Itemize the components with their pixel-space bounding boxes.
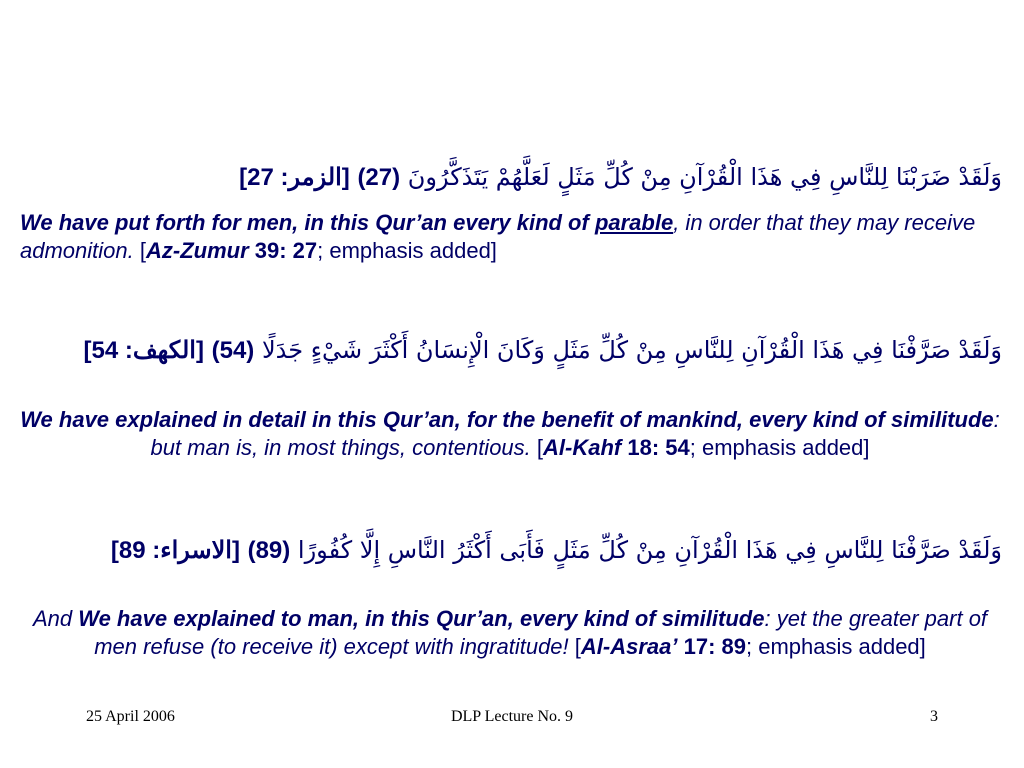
verse-2-translation-main: We have explained in detail in this Qur’an, for the benefit of mankind, every kind of similitude xyxy=(20,407,994,432)
verse-3-arabic-text: وَلَقَدْ صَرَّفْنَا لِلنَّاسِ فِي هَذَا الْقُرْآنِ مِنْ كُلِّ مَثَلٍ فَأَبَى أَكْثَرُ النَّاسِ إِلَّا كُفُورًا xyxy=(297,536,1002,564)
footer-title: DLP Lecture No. 9 xyxy=(450,708,574,725)
verse-1-arabic-ref: [الزمر: 27] xyxy=(239,164,350,191)
verse-2-ref-numbers: 18: 54 xyxy=(621,435,690,460)
verse-2-translation-rest: : but man is, in most things, contentious. xyxy=(150,407,1000,460)
footer-page-number: 3 xyxy=(930,708,938,725)
verse-1-translation-main: We have put forth for men, in this Qur’an every kind of xyxy=(20,210,595,235)
verse-2-arabic xyxy=(20,330,1002,371)
verse-1-translation xyxy=(20,209,1000,265)
verse-1-arabic-text: وَلَقَدْ ضَرَبْنَا لِلنَّاسِ فِي هَذَا الْقُرْآنِ مِنْ كُلِّ مَثَلٍ لَعَلَّهُمْ يَتَذَكَّرُونَ xyxy=(407,163,1002,191)
verse-3-and: And xyxy=(32,606,79,631)
verse-2-emphasis-note: ; emphasis added] xyxy=(689,435,870,460)
verse-1-arabic xyxy=(20,160,1002,195)
verse-1-emphasis-note: ; emphasis added] xyxy=(317,238,497,263)
footer-date: 25 April 2006 xyxy=(86,708,175,725)
verse-1-arabic-number: (27) xyxy=(357,164,401,191)
verse-2-arabic-number: (54) xyxy=(211,337,255,364)
verse-1-bracket-open: [ xyxy=(133,238,146,263)
verse-2-bracket-open: [ xyxy=(530,435,544,460)
verse-3-arabic-number: (89) xyxy=(247,537,291,564)
verse-2-translation xyxy=(20,406,1000,462)
verse-3-translation xyxy=(20,605,1000,661)
verse-2-surah-name: Al-Kahf xyxy=(543,435,622,460)
verse-3-arabic xyxy=(20,530,1002,571)
verse-3-ref-numbers: 17: 89 xyxy=(677,634,746,659)
verse-2-arabic-ref: [الكهف: 54] xyxy=(83,337,204,364)
verse-2-arabic-text: وَلَقَدْ صَرَّفْنَا فِي هَذَا الْقُرْآنِ لِلنَّاسِ مِنْ كُلِّ مَثَلٍ وَكَانَ الْإِنسَانُ أَكْثَرَ شَيْءٍ جَدَلًا xyxy=(261,336,1002,364)
verse-3-bracket-open: [ xyxy=(568,634,581,659)
verse-1-ref-numbers: 39: 27 xyxy=(248,238,318,263)
verse-3-translation-rest: : yet the greater part of men refuse (to receive it) except with ingratitude! xyxy=(94,606,988,659)
verse-3-surah-name: Al-Asraa’ xyxy=(580,634,678,659)
verse-3-arabic-ref: [الاسراء: 89] xyxy=(110,537,240,564)
verse-1-parable: parable xyxy=(594,210,674,235)
verse-3-emphasis-note: ; emphasis added] xyxy=(746,634,926,659)
verse-1-surah-name: Az-Zumur xyxy=(145,238,249,263)
verse-1-translation-rest: , in order that they may receive admonition. xyxy=(20,210,976,263)
verse-3-translation-main: We have explained to man, in this Qur’an, every kind of similitude xyxy=(78,606,765,631)
